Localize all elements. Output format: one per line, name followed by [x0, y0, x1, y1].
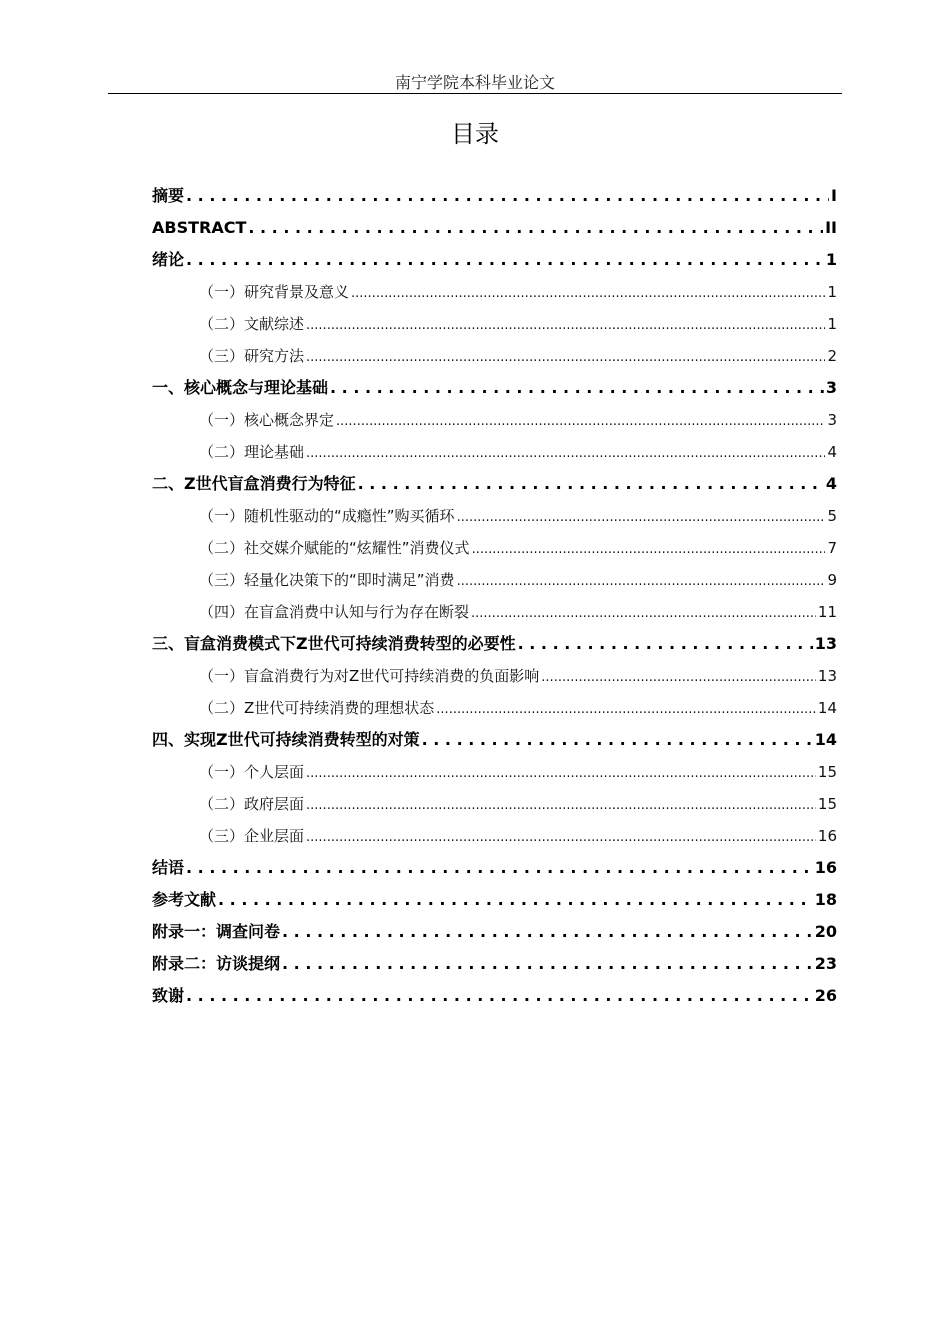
- toc-page-number: 2: [827, 347, 837, 365]
- toc-entry[interactable]: [152, 372, 837, 404]
- toc-entry-title: 附录一：调查问卷: [152, 922, 281, 941]
- toc-entry-title: 核心概念界定: [244, 411, 335, 429]
- dot-leader: [471, 596, 816, 628]
- dot-leader: [306, 788, 816, 820]
- toc-entry-number: （一）: [199, 283, 245, 301]
- toc-page-number: I: [831, 186, 837, 205]
- toc-subentry[interactable]: [152, 308, 837, 340]
- toc-entry-number: （二）: [199, 443, 245, 461]
- dot-leader: [358, 468, 824, 500]
- toc-entry-number: 四、: [152, 730, 185, 749]
- toc-entry-title: 社交媒介赋能的“炫耀性”消费仪式: [244, 539, 470, 557]
- toc-subentry[interactable]: [152, 436, 837, 468]
- toc-entry-title: 盲盒消费行为对Z世代可持续消费的负面影响: [244, 667, 540, 685]
- toc-page-number: 3: [827, 411, 837, 429]
- toc-page-number: 5: [827, 507, 837, 525]
- dot-leader: [186, 980, 813, 1012]
- toc-page-number: 23: [814, 954, 837, 973]
- toc-entry-number: （三）: [199, 827, 245, 845]
- toc-entry-number: （一）: [199, 507, 245, 525]
- toc-entry-title: 在盲盒消费中认知与行为存在断裂: [244, 603, 470, 621]
- dot-leader: [457, 500, 826, 532]
- toc-entry[interactable]: [152, 244, 837, 276]
- toc-subentry[interactable]: [152, 500, 837, 532]
- table-of-contents: [152, 180, 837, 1012]
- toc-page-number: 1: [825, 250, 837, 269]
- dot-leader: [186, 244, 824, 276]
- toc-page-number: 14: [817, 699, 837, 717]
- toc-subentry[interactable]: [152, 788, 837, 820]
- dot-leader: [248, 212, 823, 244]
- toc-entry-title: 文献综述: [244, 315, 305, 333]
- toc-entry-title: 随机性驱动的“成瘾性”购买循环: [244, 507, 455, 525]
- toc-page-number: 15: [817, 763, 837, 781]
- dot-leader: [422, 724, 813, 756]
- dot-leader: [186, 180, 829, 212]
- dot-leader: [518, 628, 813, 660]
- dot-leader: [282, 948, 813, 980]
- toc-page-number: 1: [827, 283, 837, 301]
- toc-entry-number: 一、: [152, 378, 185, 397]
- toc-entry[interactable]: [152, 884, 837, 916]
- toc-page-number: 16: [817, 827, 837, 845]
- toc-entry[interactable]: [152, 724, 837, 756]
- dot-leader: [330, 372, 824, 404]
- toc-entry-title: 企业层面: [244, 827, 305, 845]
- header-rule: [108, 93, 842, 94]
- dot-leader: [472, 532, 826, 564]
- toc-entry[interactable]: [152, 916, 837, 948]
- toc-entry[interactable]: [152, 628, 837, 660]
- dot-leader: [306, 756, 816, 788]
- toc-entry-title: 个人层面: [244, 763, 305, 781]
- toc-subentry[interactable]: [152, 660, 837, 692]
- toc-page-number: 9: [827, 571, 837, 589]
- page-title: 目录: [451, 120, 499, 148]
- toc-subentry[interactable]: [152, 756, 837, 788]
- toc-entry-title: 轻量化决策下的“即时满足”消费: [244, 571, 455, 589]
- toc-page-number: 13: [817, 667, 837, 685]
- dot-leader: [306, 436, 825, 468]
- dot-leader: [541, 660, 816, 692]
- toc-entry-number: （一）: [199, 667, 245, 685]
- toc-subentry[interactable]: [152, 692, 837, 724]
- toc-entry[interactable]: [152, 212, 837, 244]
- toc-entry-title: 结语: [152, 858, 185, 877]
- toc-entry-number: （一）: [199, 763, 245, 781]
- toc-entry[interactable]: [152, 180, 837, 212]
- dot-leader: [186, 852, 813, 884]
- dot-leader: [218, 884, 813, 916]
- toc-subentry[interactable]: [152, 404, 837, 436]
- toc-entry-number: （二）: [199, 795, 245, 813]
- toc-entry[interactable]: [152, 948, 837, 980]
- toc-page-number: 4: [825, 474, 837, 493]
- toc-entry-title: ABSTRACT: [152, 218, 247, 237]
- toc-page-number: 13: [814, 634, 837, 653]
- toc-page-number: 11: [817, 603, 837, 621]
- toc-entry-title: 研究背景及意义: [244, 283, 350, 301]
- toc-entry-title: 盲盒消费模式下Z世代可持续消费转型的必要性: [184, 634, 516, 653]
- toc-entry-title: 绪论: [152, 250, 185, 269]
- toc-entry-number: （二）: [199, 315, 245, 333]
- toc-subentry[interactable]: [152, 564, 837, 596]
- dot-leader: [457, 564, 826, 596]
- dot-leader: [306, 308, 825, 340]
- toc-subentry[interactable]: [152, 596, 837, 628]
- toc-entry-title: Z世代可持续消费的理想状态: [244, 699, 435, 717]
- toc-page-number: 20: [814, 922, 837, 941]
- toc-entry-title: 核心概念与理论基础: [184, 378, 329, 397]
- toc-entry[interactable]: [152, 468, 837, 500]
- toc-subentry[interactable]: [152, 820, 837, 852]
- toc-entry-title: 致谢: [152, 986, 185, 1005]
- toc-entry-title: 附录二：访谈提纲: [152, 954, 281, 973]
- toc-page-number: 16: [814, 858, 837, 877]
- dot-leader: [436, 692, 816, 724]
- page-header: 南宁学院本科毕业论文: [394, 73, 555, 92]
- toc-page-number: 18: [814, 890, 837, 909]
- toc-entry-number: 三、: [152, 634, 185, 653]
- toc-entry-title: 理论基础: [244, 443, 305, 461]
- toc-page-number: 7: [827, 539, 837, 557]
- toc-entry-number: （二）: [199, 699, 245, 717]
- toc-page-number: 1: [827, 315, 837, 333]
- toc-entry-title: 摘要: [152, 186, 185, 205]
- toc-subentry[interactable]: [152, 532, 837, 564]
- toc-entry-number: （一）: [199, 411, 245, 429]
- toc-subentry[interactable]: [152, 276, 837, 308]
- toc-page-number: 15: [817, 795, 837, 813]
- toc-entry[interactable]: [152, 980, 837, 1012]
- toc-entry-title: 研究方法: [244, 347, 305, 365]
- dot-leader: [306, 820, 816, 852]
- toc-page-number: 26: [814, 986, 837, 1005]
- toc-page-number: 3: [825, 378, 837, 397]
- dot-leader: [336, 404, 825, 436]
- toc-entry[interactable]: [152, 852, 837, 884]
- dot-leader: [351, 276, 825, 308]
- toc-entry-number: （三）: [199, 571, 245, 589]
- toc-page-number: 4: [827, 443, 837, 461]
- toc-entry-number: （三）: [199, 347, 245, 365]
- dot-leader: [306, 340, 825, 372]
- toc-entry-number: （二）: [199, 539, 245, 557]
- toc-entry-title: Z世代盲盒消费行为特征: [184, 474, 356, 493]
- toc-page-number: 14: [814, 730, 837, 749]
- toc-entry-number: 二、: [152, 474, 185, 493]
- toc-entry-number: （四）: [199, 603, 245, 621]
- dot-leader: [282, 916, 813, 948]
- toc-entry-title: 政府层面: [244, 795, 305, 813]
- toc-subentry[interactable]: [152, 340, 837, 372]
- toc-entry-title: 实现Z世代可持续消费转型的对策: [184, 730, 420, 749]
- toc-page-number: II: [825, 218, 837, 237]
- toc-entry-title: 参考文献: [152, 890, 217, 909]
